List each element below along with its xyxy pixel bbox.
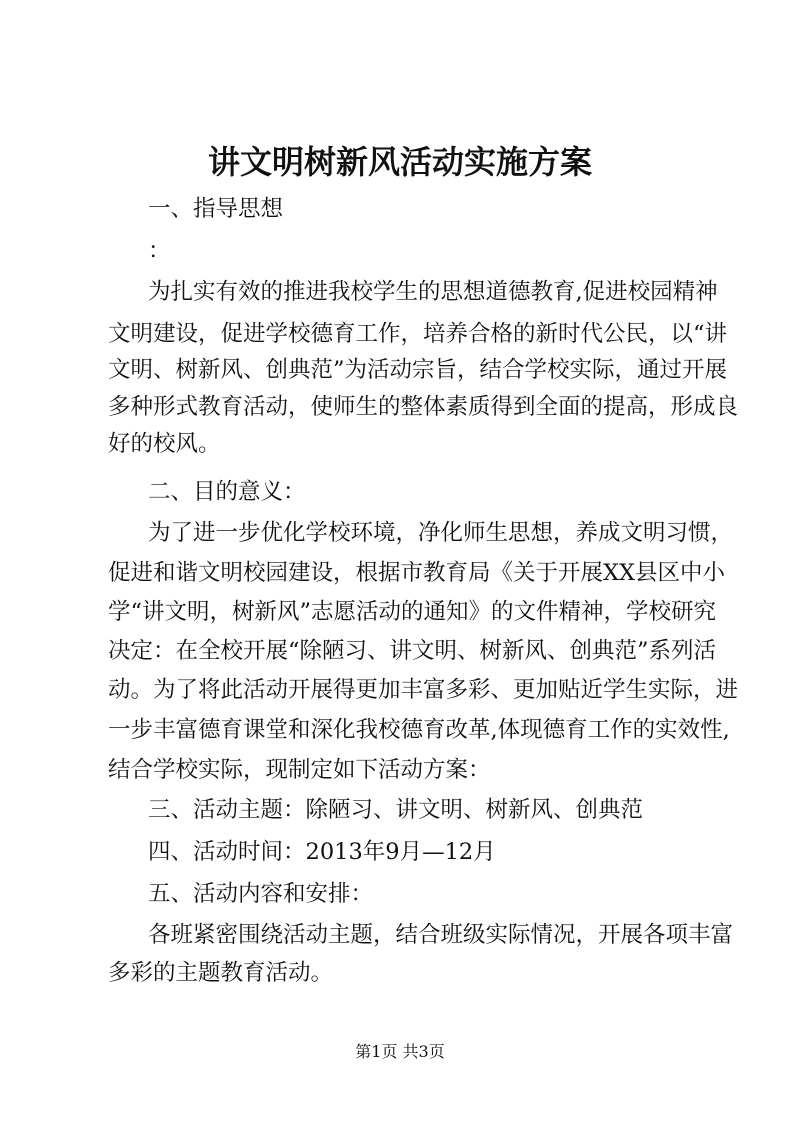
para1-line-4: 多种形式教育活动，使师生的整体素质得到全面的提高，形成良	[108, 394, 739, 420]
para2-line-2: 促进和谐文明校园建设，根据市教育局《关于开展XX县区中小	[108, 560, 726, 586]
section2-heading: 二、目的意义：	[148, 479, 306, 505]
para2-line-6: 一步丰富德育课堂和深化我校德育改革,体现德育工作的实效性,	[108, 717, 730, 743]
para3-line-2: 多彩的主题教育活动。	[108, 960, 334, 986]
para1-line-3: 文明、树新风、创典范”为活动宗旨，结合学校实际，通过开展	[108, 357, 728, 383]
section1-colon: ：	[148, 238, 171, 264]
para1-line-5: 好的校风。	[108, 431, 221, 457]
section4-line: 四、活动时间：2013年9月—12月	[148, 839, 496, 865]
section1-heading: 一、指导思想	[148, 196, 284, 222]
para2-line-3: 学“讲文明，树新风”志愿活动的通知》的文件精神，学校研究	[108, 599, 717, 625]
para2-line-1: 为了进一步优化学校环境，净化师生思想，养成文明习惯，	[148, 520, 734, 546]
para1-line-1: 为扎实有效的推进我校学生的思想道德教育,促进校园精神	[148, 279, 718, 305]
para2-line-5: 动。为了将此活动开展得更加丰富多彩、更加贴近学生实际，进	[108, 677, 739, 703]
para3-line-1: 各班紧密围绕活动主题，结合班级实际情况，开展各项丰富	[148, 922, 734, 948]
para1-line-2: 文明建设，促进学校德育工作，培养合格的新时代公民，以“讲	[108, 321, 728, 347]
para2-line-7: 结合学校实际，现制定如下活动方案：	[108, 757, 491, 783]
section3-line: 三、活动主题：除陋习、讲文明、树新风、创典范	[148, 797, 644, 823]
section5-heading: 五、活动内容和安排：	[148, 881, 374, 907]
page-footer: 第1页 共3页	[355, 1042, 445, 1061]
para2-line-4: 决定：在全校开展“除陋习、讲文明、树新风、创典范”系列活	[108, 638, 717, 664]
document-title: 讲文明树新风活动实施方案	[207, 143, 592, 181]
